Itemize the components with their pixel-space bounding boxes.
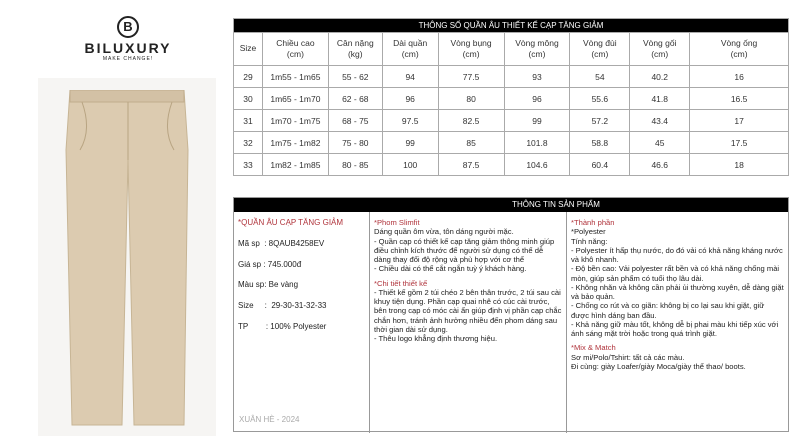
header-text: (cm) [401,49,419,59]
column-header [690,33,789,66]
table-row [234,132,789,154]
column-header [328,33,382,66]
table-cell: 17.5 [690,132,789,154]
header-text: Vòng đùi [583,37,617,48]
table-cell: 29 [234,66,263,88]
header-text: (kg) [347,49,363,59]
table-cell: 93 [504,66,570,88]
table-row [234,110,789,132]
brand-name: BILUXURY [84,40,172,56]
product-info-title: THÔNG TIN SẢN PHẨM [234,198,788,212]
table-cell: 99 [504,110,570,132]
trousers-image [62,90,192,430]
table-cell: 97.5 [382,110,438,132]
header-text: Chiều cao [276,37,315,48]
column-header [234,33,263,66]
size-table-title: THÔNG SỐ QUẦN ÂU THIẾT KẾ CẠP TĂNG GIẢM [234,19,789,33]
header-text: Vòng mông [515,37,559,48]
brand-tagline: MAKE CHANGE! [102,56,154,62]
table-cell: 1m70 - 1m75 [262,110,328,132]
product-info-panel [233,197,789,432]
brand-logo [68,16,188,62]
header-text: Size [239,43,257,54]
section-text: Đi cùng: giày Loafer/giày Moca/giày thể thao/ boots. [571,361,746,371]
table-cell: 62 - 68 [328,88,382,110]
header-text: (cm) [528,49,546,59]
section-text: - Khả năng giữ màu tốt, không dễ bị phai màu khi tiếp xúc với ánh sáng mặt trời hoặc trong quá trình giặt. [571,319,779,338]
table-cell: 101.8 [504,132,570,154]
column-header [262,33,328,66]
section-text: Sơ mi/Polo/Tshirt: tất cả các màu. [571,352,685,362]
table-cell: 1m55 - 1m65 [262,66,328,88]
table-cell: 1m75 - 1m82 [262,132,328,154]
section-heading: *Phom Slimfit [374,218,420,227]
section-text: - Quần cạp có thiết kế cạp tăng giảm thông minh giúp điều chỉnh kích thước để người sử dụng có thể dễ dàng thay đổi độ rộng và phù hợp với cơ thể [374,236,555,264]
header-text: Vòng gối [642,37,677,48]
table-cell: 1m82 - 1m85 [262,154,328,176]
table-cell: 46.6 [630,154,690,176]
header-text: (cm) [730,49,748,59]
table-cell: 87.5 [438,154,504,176]
spec-line: Giá sp : 745.000đ [238,259,302,269]
section-text: - Thiết kế gồm 2 túi chéo 2 bên thân trước, 2 túi sau cài khuy tiện dụng. Phần cạp quai nhê có cúc cài trước, bên trong cạp có móc cài ẩn giúp định vị phần cạp chắc chắn hơn, tránh ảnh hưởng nhiều đến phom dáng sau thời gian dài sử dụng. [374,287,562,334]
header-text: Dài quần [393,37,428,48]
table-cell: 80 - 85 [328,154,382,176]
header-text: (cm) [651,49,669,59]
column-header [630,33,690,66]
header-text: (cm) [462,49,480,59]
section-text: Dáng quần ôm vừa, tôn dáng người mặc. [374,227,514,237]
table-cell: 30 [234,88,263,110]
table-cell: 100 [382,154,438,176]
table-cell: 45 [630,132,690,154]
table-row [234,66,789,88]
table-cell: 80 [438,88,504,110]
table-cell: 40.2 [630,66,690,88]
table-cell: 16 [690,66,789,88]
table-row [234,154,789,176]
material-details [567,212,788,433]
table-cell: 94 [382,66,438,88]
table-cell: 60.4 [570,154,630,176]
table-cell: 32 [234,132,263,154]
product-name: *QUẦN ÂU CẠP TĂNG GIẢM [238,218,344,227]
table-cell: 85 [438,132,504,154]
product-summary [234,212,370,433]
table-cell: 1m65 - 1m70 [262,88,328,110]
section-text: - Chiều dài có thể cắt ngắn tuỳ ý khách hàng. [374,264,527,274]
header-text: Vòng bụng [450,37,492,48]
table-cell: 41.8 [630,88,690,110]
header-text: Cân nặng [336,37,374,48]
table-cell: 99 [382,132,438,154]
section-heading: *Chi tiết thiết kế [374,278,428,288]
logo-mark: B [117,16,139,38]
table-cell: 31 [234,110,263,132]
section-heading: *Mix & Match [571,343,616,353]
header-text: Vòng ống [720,37,758,48]
section-text: - Chống co rút và co giãn: không bị co lại sau khi giặt, giữ được hình dáng ban đầu. [571,301,765,320]
spec-line: TP : 100% Polyester [238,321,327,331]
section-text: - Polyester ít hấp thụ nước, do đó vải có khả năng kháng nước và khô nhanh. [571,245,783,264]
column-header [438,33,504,66]
season-label: XUÂN HÈ - 2024 [239,415,300,425]
spec-line: Size : 29-30-31-32-33 [238,301,327,310]
table-cell: 55.6 [570,88,630,110]
column-header [570,33,630,66]
table-cell: 82.5 [438,110,504,132]
table-cell: 17 [690,110,789,132]
table-cell: 55 - 62 [328,66,382,88]
table-cell: 58.8 [570,132,630,154]
table-cell: 43.4 [630,110,690,132]
section-text: *Polyester [571,227,606,237]
header-text: (cm) [286,49,304,59]
column-header [382,33,438,66]
section-text: - Độ bền cao: Vải polyester rất bền và có khả năng chống mài mòn, giúp sản phẩm có tuổi thọ lâu dài. [571,264,780,283]
table-cell: 33 [234,154,263,176]
design-details [370,212,567,433]
column-header [504,33,570,66]
section-text: Tính năng: [571,236,608,246]
table-cell: 68 - 75 [328,110,382,132]
table-cell: 16.5 [690,88,789,110]
table-row [234,88,789,110]
section-heading: *Thành phần [571,218,615,227]
spec-line: Màu sp: Be vàng [238,280,299,290]
header-text: (cm) [591,49,609,59]
table-cell: 96 [382,88,438,110]
section-text: - Thêu logo khẳng định thương hiệu. [374,334,498,343]
section-text: - Không nhăn và không cần phải ủi thường xuyên, dễ dàng giặt và bảo quản. [571,282,784,301]
table-cell: 54 [570,66,630,88]
size-table [233,18,789,176]
table-cell: 75 - 80 [328,132,382,154]
spec-line: Mã sp : 8QAUB4258EV [238,238,325,248]
table-cell: 96 [504,88,570,110]
table-cell: 18 [690,154,789,176]
table-cell: 77.5 [438,66,504,88]
table-cell: 57.2 [570,110,630,132]
table-cell: 104.6 [504,154,570,176]
